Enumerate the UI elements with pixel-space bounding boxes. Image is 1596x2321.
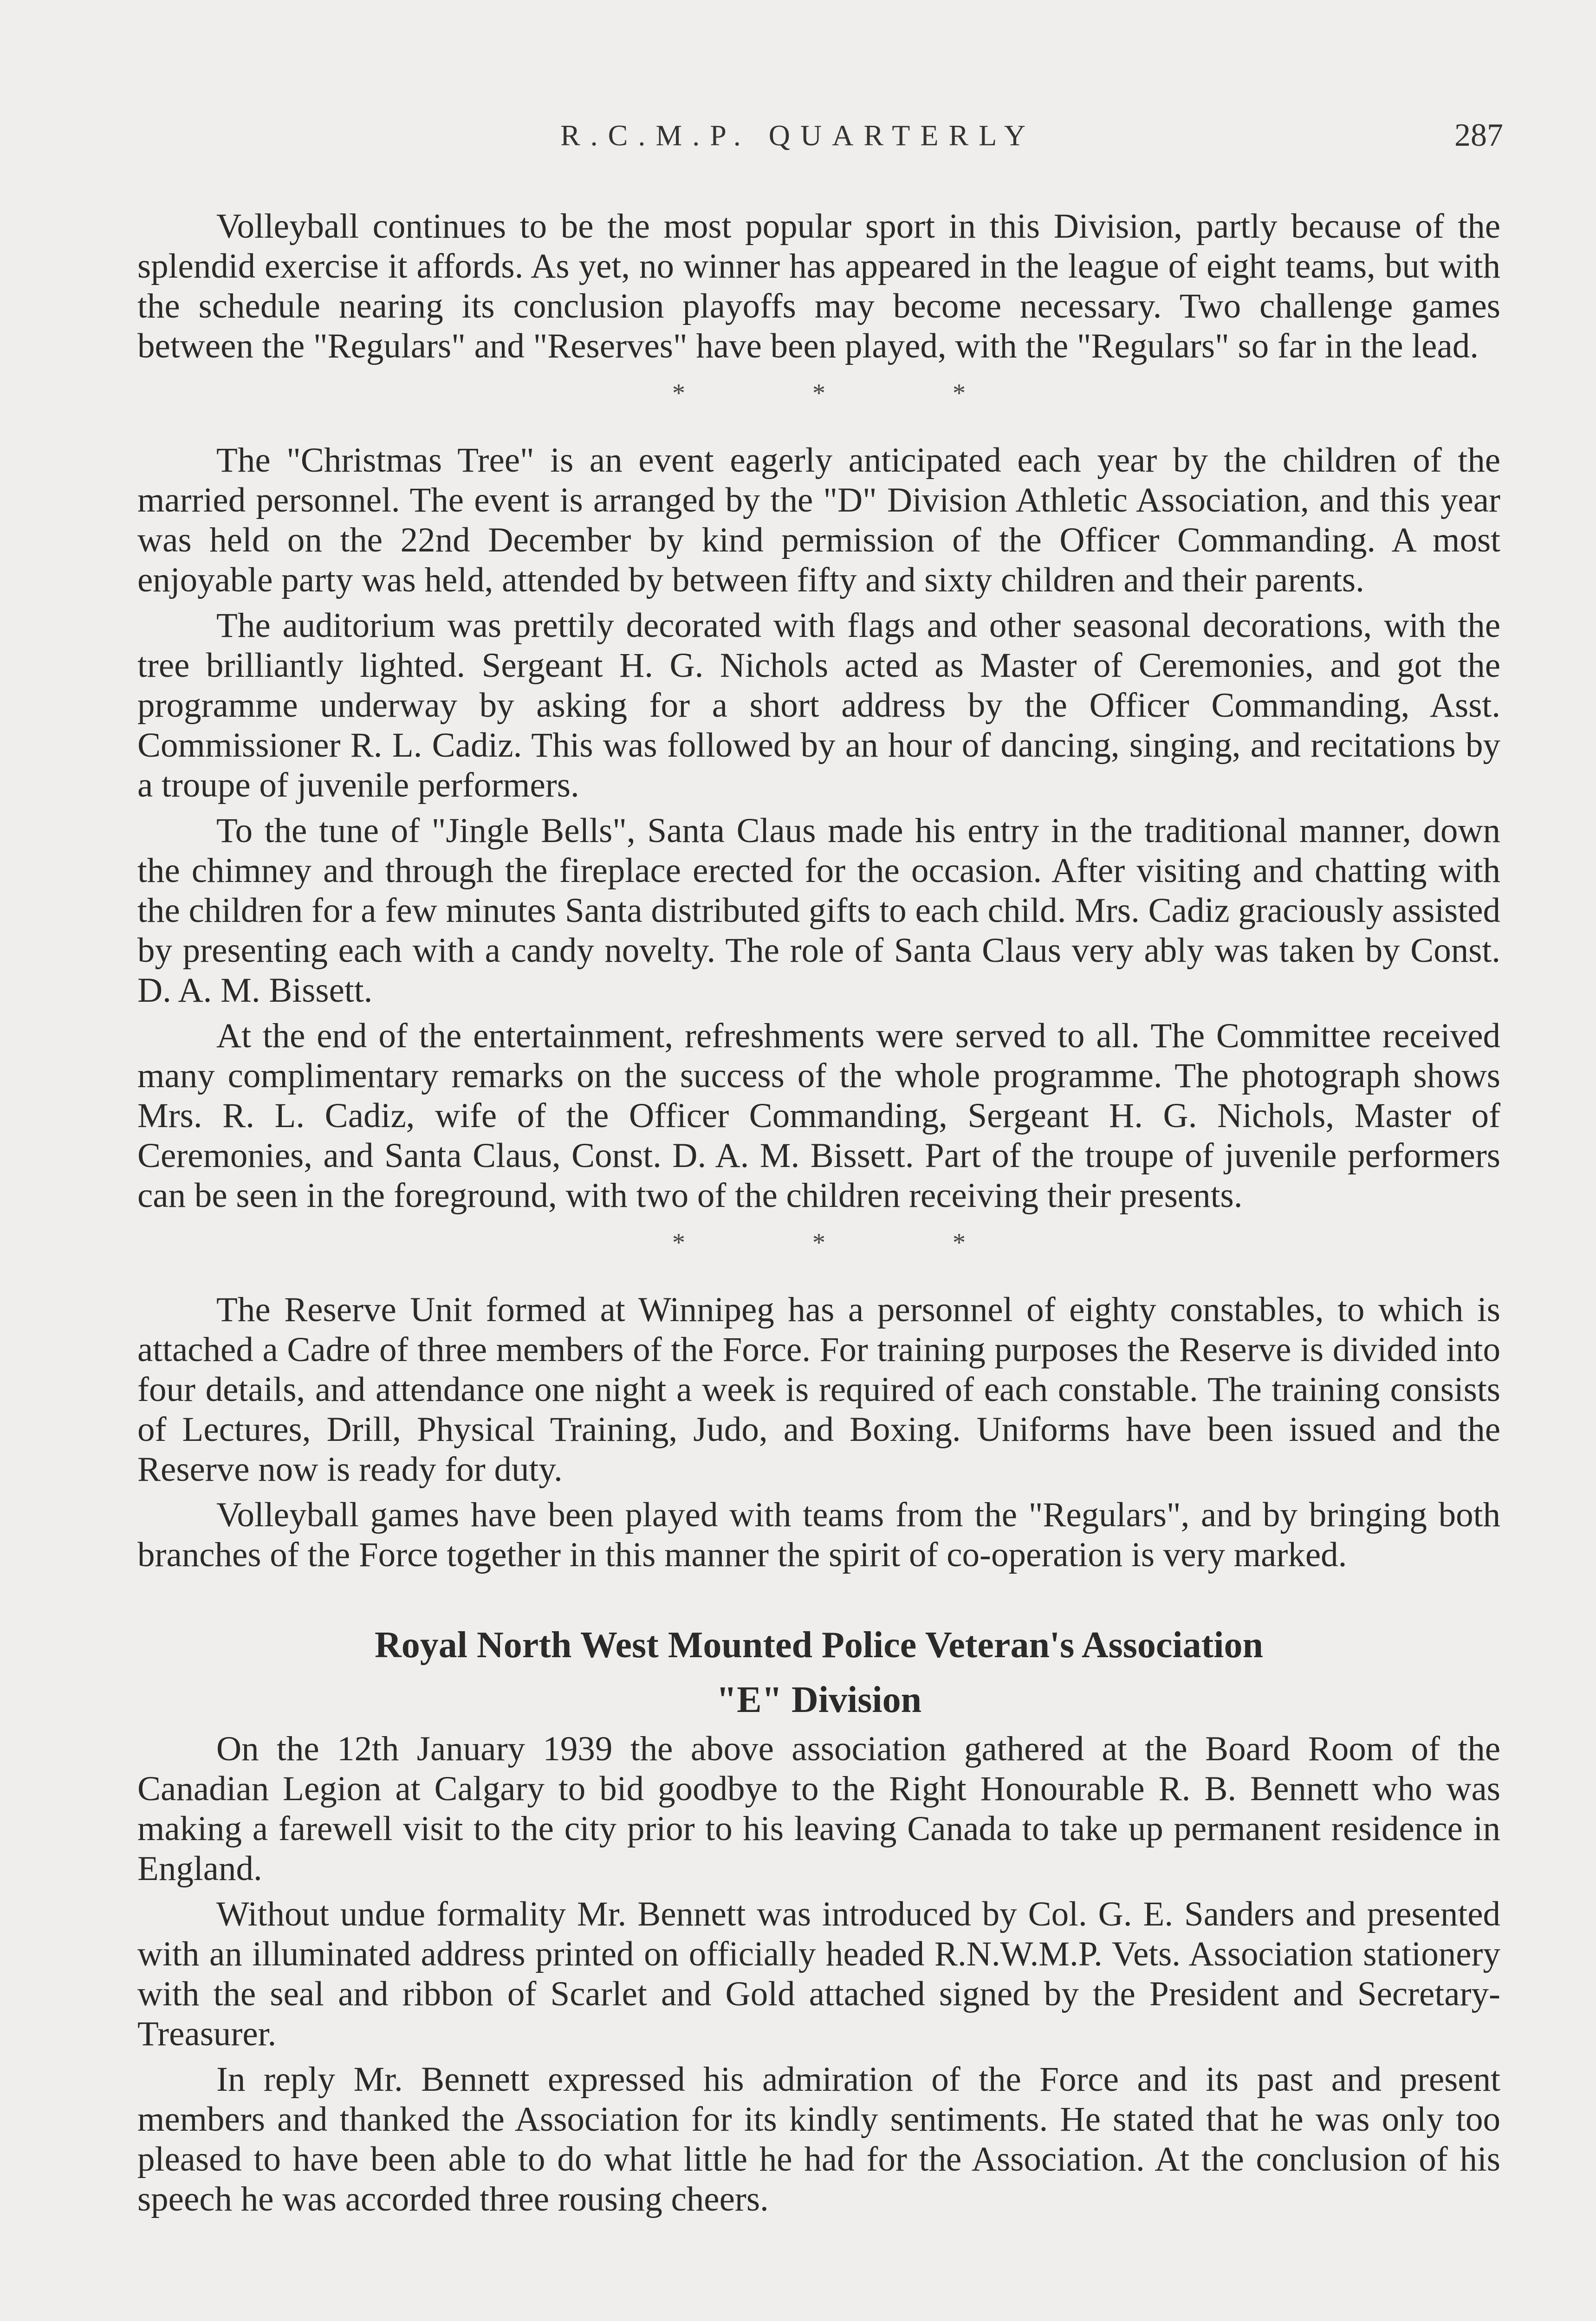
journal-title: R.C.M.P. QUARTERLY [560, 119, 1036, 152]
paragraph: To the tune of "Jingle Bells", Santa Claus made his entry in the traditional manner, down the chimney and through the fireplace erected for the occasion. After visiting and chatting with the children for a few minutes Santa distributed gifts to each child. Mrs. Cadiz graciously assisted by presenting each with a candy novelty. The role of Santa Claus very ably was taken by Const. D. A. M. Bissett. [137, 811, 1500, 1010]
paragraph: Volleyball continues to be the most popular sport in this Division, partly because of the splendid exercise it affords. As yet, no winner has appeared in the league of eight teams, but with the schedule nearing its conclusion playoffs may become necessary. Two challenge games between the "Regulars" and "Reserves" have been played, with the "Regulars" so far in the lead. [137, 207, 1500, 365]
paragraph: The auditorium was prettily decorated with flags and other seasonal decorations, with the tree brilliantly lighted. Sergeant H. G. Nichols acted as Master of Ceremonies, and got the programme underway by asking for a short address by the Officer Commanding, Asst. Commissioner R. L. Cadiz. This was followed by an hour of dancing, singing, and recitations by a troupe of juvenile performers. [137, 606, 1500, 804]
section-heading: Royal North West Mounted Police Veteran's Association [374, 1625, 1264, 1666]
section-subheading: "E" Division [716, 1679, 922, 1720]
volleyball-section [137, 207, 1500, 366]
page-number: 287 [1454, 117, 1503, 153]
paragraph: The Reserve Unit formed at Winnipeg has a personnel of eighty constables, to which is attached a Cadre of three members of the Force. For training purposes the Reserve is divided into four details, and attendance one night a week is required of each constable. The training consists of Lectures, Drill, Physical Training, Judo, and Boxing. Uniforms have been issued and the Reserve now is ready for duty. [137, 1290, 1500, 1489]
paragraph: Without undue formality Mr. Bennett was introduced by Col. G. E. Sanders and presented with an illuminated address printed on officially headed R.N.W.M.P. Vets. Association stationery with the seal and ribbon of Scarlet and Gold attached signed by the President and Secretary-Treasurer. [137, 1895, 1500, 2053]
paragraph: The "Christmas Tree" is an event eagerly anticipated each year by the children of the married personnel. The event is arranged by the "D" Division Athletic Association, and this year was held on the 22nd December by kind permission of the Officer Commanding. A most enjoyable party was held, attended by between fifty and sixty children and their parents. [137, 441, 1500, 599]
running-head [0, 108, 1596, 163]
paragraph: On the 12th January 1939 the above association gathered at the Board Room of the Canadian Legion at Calgary to bid goodbye to the Right Honourable R. B. Bennett who was making a farewell visit to the city prior to his leaving Canada to take up permanent residence in England. [137, 1730, 1500, 1888]
section-divider: * * * [672, 379, 966, 408]
paragraph: In reply Mr. Bennett expressed his admiration of the Force and its past and present members and thanked the Association for its kindly sentiments. He stated that he was only too pleased to have been able to do what little he had for the Association. At the conclusion of his speech he was accorded three rousing cheers. [137, 2060, 1500, 2218]
christmas-tree-section [137, 441, 1500, 1216]
paragraph: Volleyball games have been played with teams from the "Regulars", and by bringing both branches of the Force together in this manner the spirit of co-operation is very marked. [137, 1496, 1500, 1574]
reserve-unit-section [137, 1290, 1500, 1575]
paragraph: At the end of the entertainment, refreshments were served to all. The Committee received many complimentary remarks on the success of the whole programme. The photograph shows Mrs. R. L. Cadiz, wife of the Officer Commanding, Sergeant H. G. Nichols, Master of Ceremonies, and Santa Claus, Const. D. A. M. Bissett. Part of the troupe of juvenile performers can be seen in the foreground, with two of the children receiving their presents. [137, 1017, 1500, 1215]
veterans-association-section [137, 1618, 1500, 2219]
article-body [137, 207, 1500, 2225]
section-divider: * * * [672, 1228, 966, 1257]
